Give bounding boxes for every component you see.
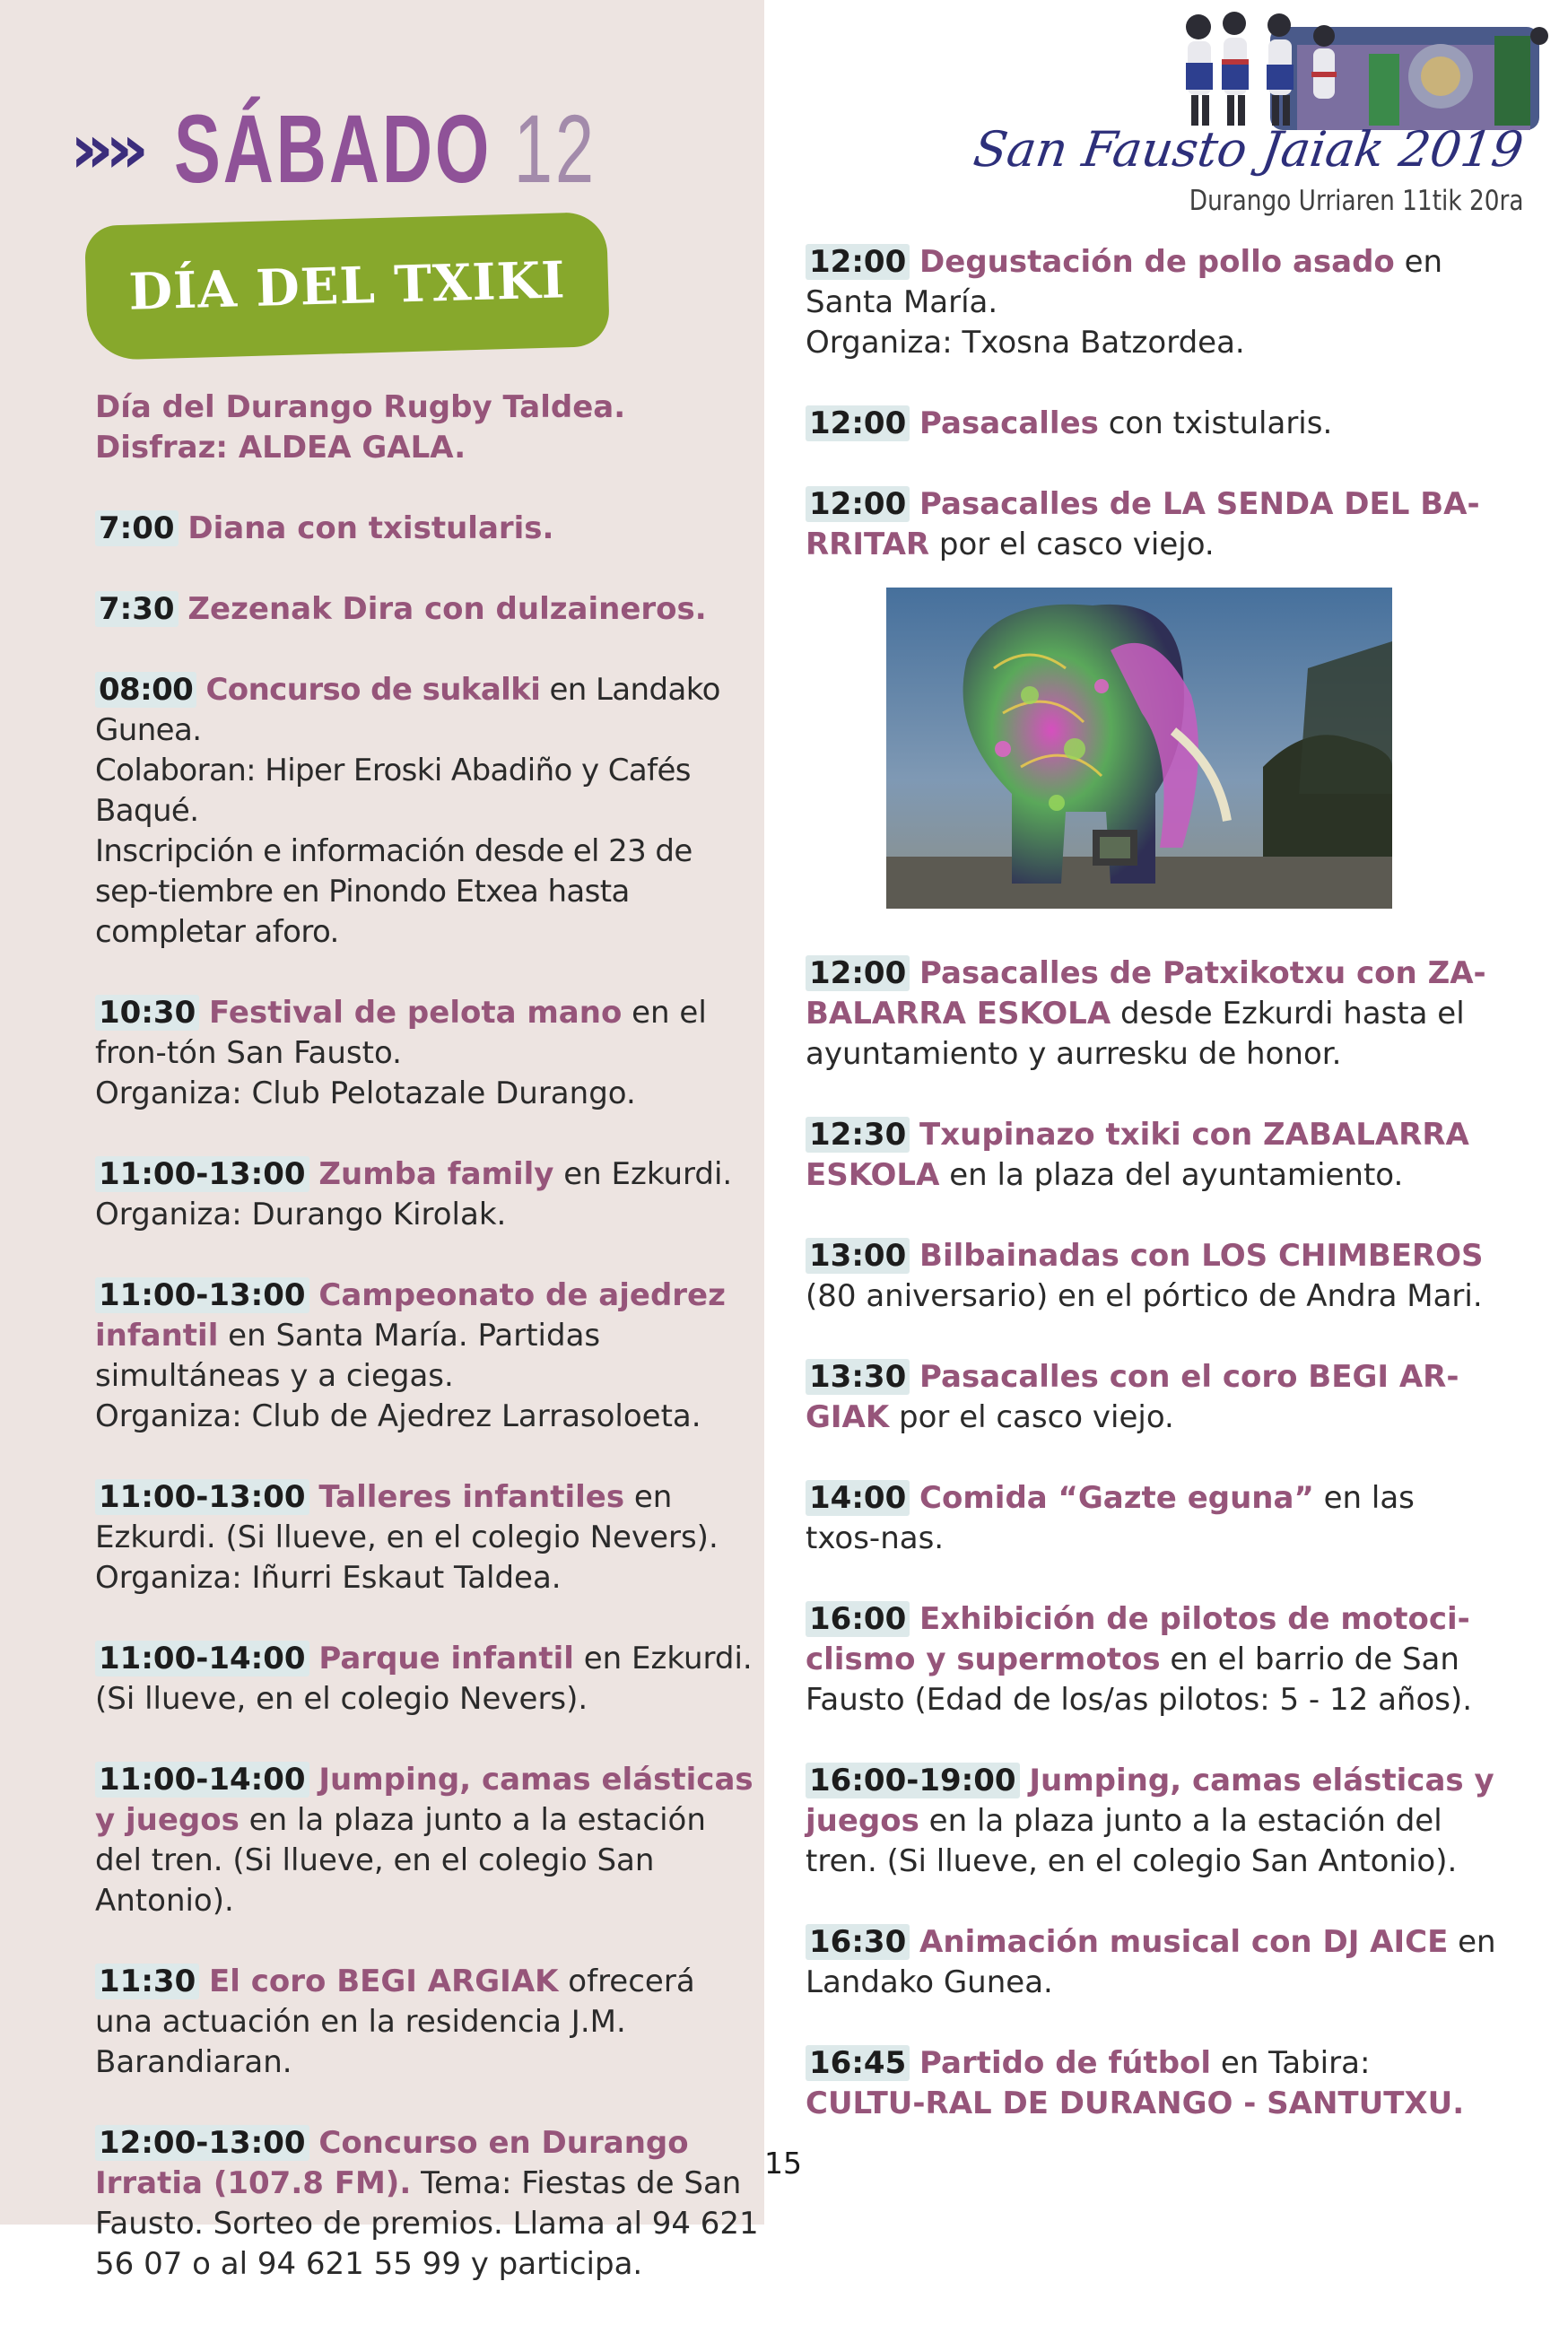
event-item <box>95 670 759 953</box>
event-time: 11:00-14:00 <box>95 1762 309 1798</box>
event-title: Pasacalles con el coro BEGI AR-GIAK <box>806 1359 1459 1435</box>
banner-text: DÍA DEL TXIKI <box>127 250 567 322</box>
event-item <box>95 1962 759 2083</box>
event-title: Jumping, camas elásticas y juegos <box>806 1763 1494 1839</box>
event-item <box>95 509 759 549</box>
event-title: Degustación de pollo asado <box>919 244 1395 280</box>
event-time: 16:45 <box>806 2045 910 2081</box>
festival-dates: Durango Urriaren 11tik 20ra <box>1189 185 1523 217</box>
event-time: 11:30 <box>95 1964 199 1999</box>
event-item <box>806 1236 1496 1317</box>
event-extra-line: Inscripción e información desde el 23 de sep-tiembre en Pinondo Etxea hasta completar aforo. <box>95 833 693 950</box>
day-number: 12 <box>513 93 597 203</box>
event-time: 14:00 <box>806 1480 910 1516</box>
right-events-top <box>806 242 1496 565</box>
event-detail: en la plaza junto a la estación del tren. (Si llueve, en el colegio San Antonio). <box>95 1802 706 1919</box>
event-detail: desde Ezkurdi hasta el ayuntamiento y aurresku de honor. <box>806 996 1465 1072</box>
event-heading-line: Día del Durango Rugby Taldea. <box>95 389 626 425</box>
event-main-line <box>806 1761 1496 1882</box>
dia-del-txiki-banner <box>84 212 610 361</box>
event-detail: en Ezkurdi. (Si llueve, en el colegio Nevers). <box>95 1479 719 1555</box>
event-item <box>95 1639 759 1720</box>
event-title: Zumba family <box>318 1156 554 1192</box>
event-main-line <box>806 1236 1496 1317</box>
day-title <box>174 92 597 205</box>
event-detail: por el casco viejo. <box>929 527 1215 562</box>
event-item <box>806 1761 1496 1882</box>
event-extra-line: Organiza: Durango Kirolak. <box>95 1197 507 1232</box>
event-item <box>806 1478 1496 1559</box>
event-item <box>806 404 1496 444</box>
event-item <box>95 1276 759 1437</box>
event-title: Concurso en Durango Irratia (107.8 FM). <box>95 2125 689 2201</box>
event-extra-line: Organiza: Iñurri Eskaut Taldea. <box>95 1560 562 1596</box>
event-time: 16:30 <box>806 1924 910 1960</box>
event-heading-line: Disfraz: ALDEA GALA. <box>95 430 466 466</box>
event-time: 11:00-13:00 <box>95 1479 309 1515</box>
event-title: Parque infantil <box>318 1641 574 1676</box>
event-title: Campeonato de ajedrez infantil <box>95 1277 726 1354</box>
festival-dancers-illustration <box>1172 9 1548 133</box>
event-main-line <box>95 2123 759 2285</box>
event-detail: en las txos-nas. <box>806 1480 1415 1556</box>
day-name: SÁBADO <box>174 93 492 203</box>
festival-title: San Fausto Jaiak 2019 <box>970 121 1528 178</box>
right-event-list <box>806 242 1496 2164</box>
day-header <box>70 90 761 206</box>
event-detail: (80 aniversario) en el pórtico de Andra Mari. <box>806 1278 1483 1314</box>
event-time: 12:00 <box>806 405 910 441</box>
event-detail: en el barrio de San Fausto (Edad de los/as pilotos: 5 - 12 años). <box>806 1641 1473 1718</box>
elephant-sculpture-photo <box>886 588 1392 909</box>
right-events-bottom <box>806 954 1496 2124</box>
event-highlight: CULTU-RAL DE DURANGO - SANTUTXU. <box>806 2086 1465 2121</box>
event-detail: ofrecerá una actuación en la residencia J.M. Barandiaran. <box>95 1964 695 2080</box>
event-time: 12:00 <box>806 955 910 991</box>
event-title: Concurso de sukalki <box>205 672 541 708</box>
event-detail: por el casco viejo. <box>889 1399 1174 1435</box>
event-main-line <box>806 1922 1496 2003</box>
event-main-line <box>806 1115 1496 1196</box>
event-item <box>806 1115 1496 1196</box>
event-main-line <box>806 2043 1496 2124</box>
event-title: Talleres infantiles <box>318 1479 625 1515</box>
event-title: Exhibición de pilotos de motoci-clismo y supermotos <box>806 1601 1470 1677</box>
event-title: Bilbainadas con LOS CHIMBEROS <box>919 1238 1484 1274</box>
event-title: Partido de fútbol <box>919 2045 1212 2081</box>
event-main-line <box>95 509 759 549</box>
event-main-line <box>806 404 1496 444</box>
event-main-line <box>95 670 759 751</box>
event-item <box>806 484 1496 565</box>
event-time: 12:00 <box>806 486 910 522</box>
event-item <box>806 954 1496 1075</box>
event-main-line <box>806 1478 1496 1559</box>
event-item <box>95 1760 759 1921</box>
event-item <box>95 1477 759 1598</box>
event-item <box>806 1599 1496 1720</box>
event-detail: en Landako Gunea. <box>806 1924 1496 2000</box>
event-item <box>95 1154 759 1235</box>
event-main-line <box>806 1599 1496 1720</box>
event-title: Animación musical con DJ AICE <box>919 1924 1449 1960</box>
event-time: 11:00-13:00 <box>95 1156 309 1192</box>
left-event-list <box>95 388 759 2325</box>
event-time: 7:00 <box>95 510 179 546</box>
event-detail: Tema: Fiestas de San Fausto. Sorteo de premios. Llama al 94 621 56 07 o al 94 621 55 99 y participa. <box>95 2165 759 2282</box>
event-title: Comida “Gazte eguna” <box>919 1480 1314 1516</box>
event-detail: en el fron-tón San Fausto. <box>95 995 707 1071</box>
event-extra-line: Organiza: Club de Ajedrez Larrasoloeta. <box>95 1398 701 1434</box>
event-title: Txupinazo txiki con ZABALARRA ESKOLA <box>806 1117 1469 1193</box>
event-detail: con txistularis. <box>1098 405 1333 441</box>
event-time: 11:00-14:00 <box>95 1641 309 1676</box>
event-item <box>95 388 759 468</box>
event-time: 11:00-13:00 <box>95 1277 309 1313</box>
chevrons-icon: »» <box>70 108 141 188</box>
event-detail: en Santa María. Partidas simultáneas y a ciegas. <box>95 1318 601 1394</box>
event-main-line <box>95 1639 759 1720</box>
event-title: Diana con txistularis. <box>187 510 554 546</box>
event-extra-line: Organiza: Txosna Batzordea. <box>806 325 1245 361</box>
event-item <box>95 589 759 630</box>
event-main-line <box>95 589 759 630</box>
event-detail: en Ezkurdi. <box>553 1156 733 1192</box>
event-time: 16:00 <box>806 1601 910 1637</box>
event-time: 12:00 <box>806 244 910 280</box>
event-detail: en la plaza del ayuntamiento. <box>939 1157 1404 1193</box>
event-main-line <box>806 484 1496 565</box>
event-title: Pasacalles de LA SENDA DEL BA-RRITAR <box>806 486 1480 562</box>
event-time: 10:30 <box>95 995 199 1031</box>
event-time: 13:00 <box>806 1238 910 1274</box>
event-title: Pasacalles de Patxikotxu con ZA-BALARRA ESKOLA <box>806 955 1486 1032</box>
event-detail: en la plaza junto a la estación del tren. (Si llueve, en el colegio San Antonio). <box>806 1803 1458 1879</box>
event-main-line <box>95 1276 759 1397</box>
event-time: 7:30 <box>95 591 179 627</box>
event-title: Festival de pelota mano <box>209 995 623 1031</box>
event-extra-line: Colaboran: Hiper Eroski Abadiño y Cafés Baqué. <box>95 753 691 829</box>
event-item <box>95 993 759 1114</box>
festival-brand <box>970 9 1552 224</box>
event-title: El coro BEGI ARGIAK <box>209 1964 559 1999</box>
event-item <box>95 2123 759 2285</box>
event-detail: en Santa María. <box>806 244 1443 320</box>
event-main-line <box>95 993 759 1074</box>
event-main-line <box>95 1477 759 1558</box>
event-time: 13:30 <box>806 1359 910 1395</box>
event-detail: en Tabira: <box>1211 2045 1371 2081</box>
event-main-line <box>95 1760 759 1921</box>
event-extra-line: Organiza: Club Pelotazale Durango. <box>95 1075 636 1111</box>
event-time: 16:00-19:00 <box>806 1763 1020 1798</box>
event-time: 12:30 <box>806 1117 910 1153</box>
event-main-line <box>806 1357 1496 1438</box>
page-number: 15 <box>764 2146 802 2181</box>
event-item <box>806 242 1496 363</box>
event-detail: en Ezkurdi. (Si llueve, en el colegio Nevers). <box>95 1641 753 1717</box>
event-main-line <box>95 1962 759 2083</box>
event-main-line <box>95 1154 759 1195</box>
event-main-line <box>806 242 1496 323</box>
event-detail: en Landako Gunea. <box>95 672 720 748</box>
event-title: Pasacalles <box>919 405 1099 441</box>
event-item <box>806 2043 1496 2124</box>
event-item <box>806 1922 1496 2003</box>
event-time: 08:00 <box>95 672 196 708</box>
event-title: Jumping, camas elásticas y juegos <box>95 1762 754 1838</box>
event-title: Zezenak Dira con dulzaineros. <box>187 591 707 627</box>
event-item <box>806 1357 1496 1438</box>
event-main-line <box>806 954 1496 1075</box>
event-time: 12:00-13:00 <box>95 2125 309 2161</box>
